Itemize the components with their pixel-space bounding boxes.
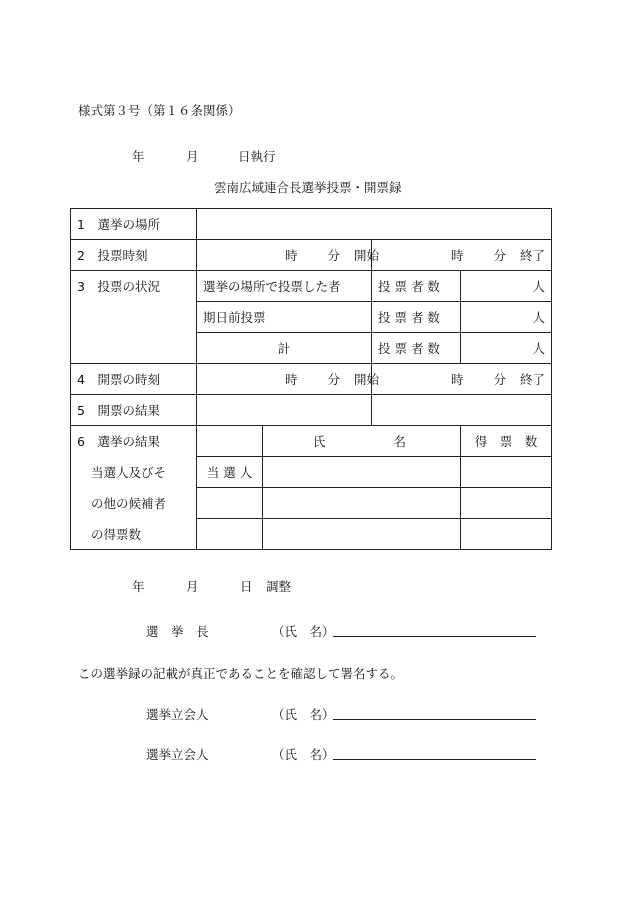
form-number: 様式第３号（第１６条関係） — [78, 103, 241, 118]
row-counting-time — [71, 364, 552, 395]
header-name: 氏 名 — [263, 426, 461, 457]
label-counting-time: 4 開票の時刻 — [71, 364, 197, 395]
field-candidate-2-name[interactable] — [263, 519, 461, 550]
row-voting-status-2 — [71, 302, 552, 333]
date-month: 月 — [186, 149, 199, 164]
field-candidate-2-role[interactable] — [197, 519, 263, 550]
row-voting-time — [71, 240, 552, 271]
label-voter-count: 投 票 者 数 — [372, 271, 461, 302]
label-name-witness-2: （氏 名） — [272, 747, 335, 762]
blank-cell — [71, 302, 197, 333]
row-election-result-elected — [71, 457, 552, 488]
field-elected-name[interactable] — [263, 457, 461, 488]
date-year: 年 — [132, 149, 145, 164]
row-election-place — [71, 209, 552, 240]
label-election-result-line4: の得票数 — [71, 519, 197, 550]
header-votes: 得 票 数 — [461, 426, 552, 457]
field-voting-end[interactable]: 時 分 終了 — [372, 240, 552, 271]
field-candidate-2-votes[interactable] — [461, 519, 552, 550]
label-name-witness-1: （氏 名） — [272, 707, 335, 722]
field-voter-count-total[interactable]: 人 — [461, 333, 552, 364]
row-counting-result — [71, 395, 552, 426]
field-counting-result-2[interactable] — [372, 395, 552, 426]
label-election-result: 6 選挙の結果 — [71, 426, 197, 457]
field-counting-start[interactable]: 時 分 開始 — [197, 364, 372, 395]
signature-line-chief[interactable] — [333, 636, 536, 637]
field-elected-votes[interactable] — [461, 457, 552, 488]
row-election-result-candidate-2 — [71, 519, 552, 550]
label-total: 計 — [197, 333, 372, 364]
adjust-suffix: 調整 — [266, 579, 292, 594]
election-record-table — [70, 208, 552, 550]
label-elected: 当 選 人 — [197, 457, 263, 488]
label-witness-1: 選挙立会人 — [146, 707, 209, 722]
field-election-place[interactable] — [197, 209, 552, 240]
row-election-result-header — [71, 426, 552, 457]
field-candidate-1-votes[interactable] — [461, 488, 552, 519]
field-voter-count-early[interactable]: 人 — [461, 302, 552, 333]
field-candidate-1-name[interactable] — [263, 488, 461, 519]
blank-cell — [71, 333, 197, 364]
label-voted-at-place: 選挙の場所で投票した者 — [197, 271, 372, 302]
field-counting-result-1[interactable] — [197, 395, 372, 426]
label-election-result-line2: 当選人及びそ — [71, 457, 197, 488]
row-voting-status-3 — [71, 333, 552, 364]
signature-line-witness-2[interactable] — [333, 759, 536, 760]
field-counting-end[interactable]: 時 分 終了 — [372, 364, 552, 395]
adjust-month: 月 — [186, 579, 199, 594]
label-election-result-line3: の他の候補者 — [71, 488, 197, 519]
document-title: 雲南広域連合長選挙投票・開票録 — [214, 180, 402, 195]
blank-cell — [197, 426, 263, 457]
adjust-year: 年 — [132, 579, 145, 594]
label-counting-result: 5 開票の結果 — [71, 395, 197, 426]
label-voting-status: 3 投票の状況 — [71, 271, 197, 302]
field-voter-count-place[interactable]: 人 — [461, 271, 552, 302]
signature-line-witness-1[interactable] — [333, 719, 536, 720]
row-election-result-candidate-1 — [71, 488, 552, 519]
field-voting-start[interactable]: 時 分 開始 — [197, 240, 372, 271]
adjust-day: 日 — [240, 579, 253, 594]
certify-text: この選挙録の記載が真正であることを確認して署名する。 — [78, 666, 404, 681]
label-voter-count: 投 票 者 数 — [372, 333, 461, 364]
label-early-voting: 期日前投票 — [197, 302, 372, 333]
date-day-executed: 日執行 — [238, 149, 276, 164]
label-election-chief: 選 挙 長 — [146, 624, 209, 639]
label-voting-time: 2 投票時刻 — [71, 240, 197, 271]
label-election-place: 1 選挙の場所 — [71, 209, 197, 240]
label-witness-2: 選挙立会人 — [146, 747, 209, 762]
field-candidate-1-role[interactable] — [197, 488, 263, 519]
row-voting-status-1 — [71, 271, 552, 302]
label-name-chief: （氏 名） — [272, 624, 335, 639]
label-voter-count: 投 票 者 数 — [372, 302, 461, 333]
